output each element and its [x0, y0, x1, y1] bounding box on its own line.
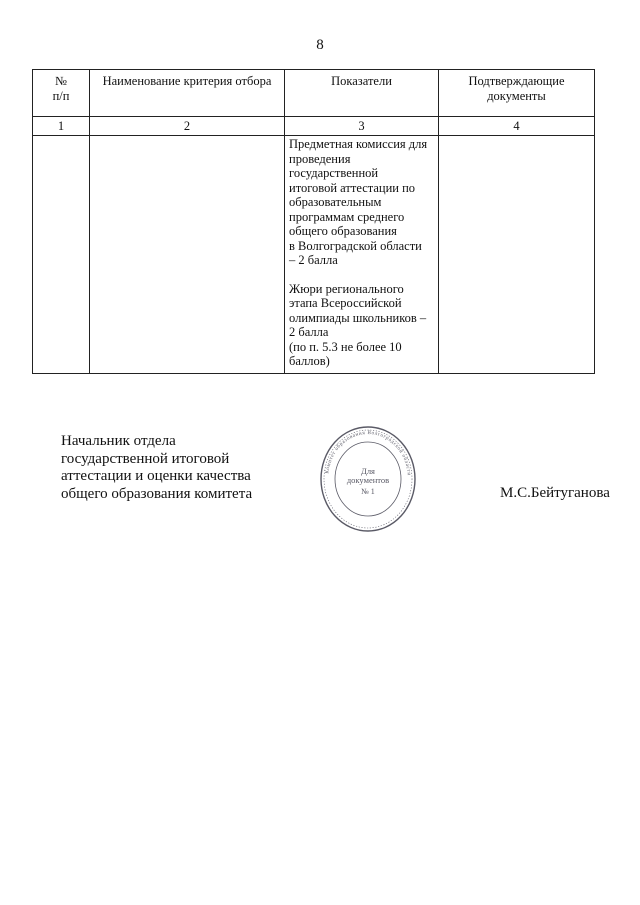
column-number: 3 — [285, 117, 439, 136]
column-number: 2 — [90, 117, 285, 136]
row-number-cell — [33, 136, 90, 374]
stamp-number: № 1 — [361, 487, 375, 496]
documents-cell — [439, 136, 595, 374]
position-line: общего образования комитета — [61, 485, 253, 502]
criterion-cell — [90, 136, 285, 374]
page-number: 8 — [316, 37, 324, 53]
signature-position — [61, 433, 252, 503]
table-row — [33, 136, 595, 374]
indicator-text: Жюри регионального этапа Всероссийской олимпиады школьников – 2 балла (по п. 5.3 не более 10 баллов) — [289, 281, 427, 368]
spacer — [289, 268, 435, 282]
header-number: № п/п — [33, 70, 90, 117]
indicator-text: Предметная комиссия для проведения государственной итоговой аттестации по образовательным программам среднего общего образования в Волгоградской области – 2 балла — [289, 137, 428, 267]
position-line: аттестации и оценки качества — [61, 468, 251, 484]
official-stamp — [318, 424, 418, 534]
stamp-center-text: Для документов — [346, 466, 390, 485]
position-line: Начальник отдела — [61, 433, 176, 449]
header-criterion: Наименование критерия отбора — [90, 70, 285, 117]
indicators-cell — [285, 136, 439, 374]
criteria-table — [32, 69, 595, 374]
header-documents: Подтверждающие документы — [439, 70, 595, 117]
position-line: государственной итоговой — [61, 450, 230, 467]
column-number: 4 — [439, 117, 595, 136]
column-number: 1 — [33, 117, 90, 136]
signer-name: М.С.Бейтуганова — [500, 485, 610, 501]
table-header-row — [33, 70, 595, 117]
stamp-ring-text: Комитет образования Волгоградской области — [324, 429, 412, 477]
header-indicators: Показатели — [285, 70, 439, 117]
column-number-row — [33, 117, 595, 136]
